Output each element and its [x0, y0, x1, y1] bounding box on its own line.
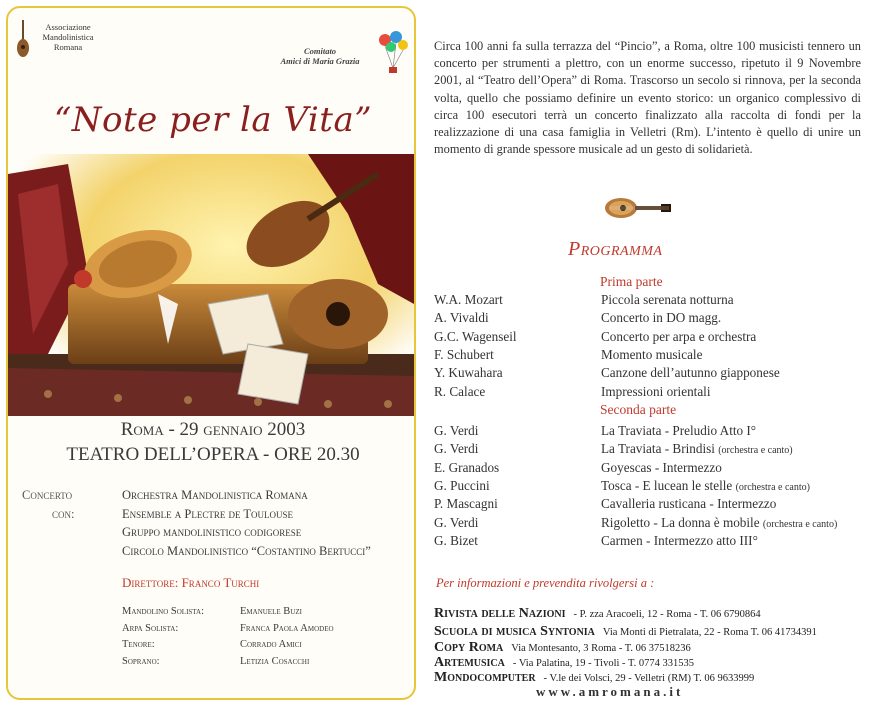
programme-row	[434, 441, 864, 457]
contact-address: - Via Palatina, 19 - Tivoli - T. 0774 331535	[512, 658, 694, 669]
association-line: Romana	[53, 42, 83, 52]
ensemble-item: Orchestra Mandolinistica Romana	[122, 488, 308, 502]
work-name: Canzone dell’autunno giapponese	[601, 365, 780, 381]
work-title	[601, 496, 776, 512]
ensemble-item: Gruppo mandolinistico codigorese	[122, 525, 302, 539]
website-link[interactable]: www.amromana.it	[536, 684, 684, 699]
soloists-list	[122, 604, 412, 670]
contact-name: Mondocomputer	[434, 670, 536, 685]
programme-row	[434, 460, 864, 476]
concert-date: Roma - 29 gennaio 2003	[120, 419, 306, 440]
work-name: Momento musicale	[601, 346, 703, 362]
programme-row	[434, 478, 864, 494]
contact-address: Via Montesanto, 3 Roma - T. 06 37518236	[511, 643, 691, 654]
soloist-row	[122, 604, 412, 621]
work-name: Cavalleria rusticana - Intermezzo	[601, 496, 777, 512]
director: Direttore: Franco Turchi	[122, 575, 260, 590]
concert-venue: TEATRO DELL’OPERA - ORE 20.30	[66, 444, 360, 465]
work-title	[601, 292, 734, 308]
work-note: (orchestra e canto)	[718, 445, 793, 457]
info-label: Per informazioni e prevendita rivolgersi a :	[436, 576, 655, 590]
work-note: (orchestra e canto)	[762, 518, 838, 530]
concerto-label-line: Concerto	[22, 488, 73, 502]
contact-name: Artemusica	[434, 655, 505, 670]
composer: P. Mascagni	[434, 496, 498, 512]
soloist-role: Tenore:	[122, 639, 155, 650]
contact-address: - V.le dei Volsci, 29 - Velletri (RM) T. 06 9633999	[543, 673, 755, 684]
ensemble-item: Ensemble a Plectre de Toulouse	[122, 506, 293, 521]
concert-flyer	[6, 6, 416, 700]
contact-name: Rivista delle Nazioni	[434, 606, 566, 621]
composer: G. Puccini	[434, 477, 490, 493]
composer: R. Calace	[434, 383, 486, 399]
composer: G. Verdi	[434, 423, 479, 438]
still-life-painting	[8, 154, 414, 416]
work-name: Impressioni orientali	[601, 383, 711, 399]
contact-name: Copy Roma	[434, 640, 504, 655]
contact-address: - P. zza Aracoeli, 12 - Roma - T. 06 6790864	[573, 609, 761, 620]
programme-row	[434, 329, 864, 345]
work-title	[601, 365, 780, 381]
work-note: (orchestra e canto)	[735, 481, 810, 493]
association-line: Mandolinistica	[42, 32, 94, 42]
programme-row	[434, 310, 864, 326]
mandolin-icon	[16, 18, 30, 58]
work-title	[601, 347, 702, 363]
composer: Y. Kuwahara	[434, 365, 503, 381]
work-name: Goyescas - Intermezzo	[601, 459, 722, 475]
association-line: Associazione	[45, 22, 91, 32]
composer: G. Bizet	[434, 532, 478, 548]
work-title	[601, 441, 793, 457]
soloist-row	[122, 621, 412, 638]
concerto-label	[22, 486, 92, 524]
soloist-row	[122, 654, 412, 671]
composer: W.A. Mozart	[434, 292, 503, 307]
soloist-name: Franca Paola Amodeo	[240, 622, 334, 634]
work-title	[601, 310, 721, 326]
programme-row	[434, 384, 864, 400]
work-name: La Traviata - Preludio Atto I°	[601, 423, 757, 438]
composer: G. Verdi	[434, 441, 479, 457]
soloist-name: Emanuele Buzi	[240, 606, 302, 617]
work-title	[601, 478, 810, 494]
programme-row	[434, 515, 864, 531]
concert-title: “Note per la Vita”	[53, 100, 373, 140]
committee-label	[270, 46, 370, 66]
work-name: Rigoletto - La donna è mobile	[601, 514, 760, 530]
work-title	[601, 533, 758, 549]
programme-row	[434, 347, 864, 363]
composer: F. Schubert	[434, 346, 494, 362]
composer: E. Granados	[434, 459, 500, 475]
soloist-name: Corrado Amici	[240, 639, 302, 650]
work-name: La Traviata - Brindisi	[601, 441, 715, 457]
soloist-name: Letizia Cosacchi	[240, 655, 310, 667]
soloist-role: Mandolino Solista:	[122, 606, 204, 617]
contact-name: Scuola di musica Syntonia	[434, 624, 595, 639]
part1-label: Prima parte	[600, 274, 663, 289]
ensemble-item: Circolo Mandolinistico “Costantino Bertucci”	[122, 543, 371, 558]
mandolin-icon	[603, 194, 673, 222]
work-title	[601, 460, 722, 476]
committee-line: Comitato	[303, 46, 337, 56]
association-logo	[16, 18, 106, 64]
work-title	[601, 423, 756, 439]
work-name: Tosca - E lucean le stelle	[601, 477, 733, 493]
composer: G. Verdi	[434, 514, 479, 530]
composer: A. Vivaldi	[434, 310, 489, 326]
work-title	[601, 384, 711, 400]
work-name: Concerto in DO magg.	[601, 310, 722, 326]
work-name: Concerto per arpa e orchestra	[601, 328, 757, 344]
composer: G.C. Wagenseil	[434, 328, 517, 344]
programme-row	[434, 292, 864, 308]
work-title	[601, 329, 756, 345]
contact-address: Via Monti di Pietralata, 22 - Roma T. 06 41734391	[602, 627, 817, 638]
work-name: Carmen - Intermezzo atto III°	[601, 532, 758, 548]
soloist-role: Arpa Solista:	[122, 622, 179, 634]
programme-row	[434, 533, 864, 549]
programme-row	[434, 423, 864, 439]
work-name: Piccola serenata notturna	[601, 292, 734, 307]
soloist-row	[122, 637, 412, 654]
committee-line: Amici di Maria Grazia	[280, 56, 360, 66]
contact-row	[434, 604, 864, 622]
work-title	[601, 515, 837, 531]
ensembles-list	[122, 486, 412, 560]
programme-row	[434, 365, 864, 381]
programme-row	[434, 496, 864, 512]
intro-paragraph: Circa 100 anni fa sulla terrazza del “Pincio”, a Roma, oltre 100 musicisti tennero un concerto per strumenti a plettro, con un enorme successo, ripetuto il 9 Novembre 2001, al “Teatro dell’Opera” di Roma. Trascorso un secolo si rinnova, per la seconda volta, quello che possiamo definire un evento storico: un organico complessivo di circa 100 esecutori terrà un concerto finalizzato alla raccolta di fondi per la realizzazione di una casa famiglia in Velletri (Rm). L’intento è quello di unire un momento di grande spessore musicale ad un gesto di solidarietà.	[434, 39, 861, 157]
soloist-role: Soprano:	[122, 655, 160, 667]
programme-title: Programma	[568, 238, 663, 260]
part2-label: Seconda parte	[600, 402, 677, 417]
balloons-icon	[376, 30, 410, 74]
concerto-label-line: con:	[52, 507, 75, 521]
